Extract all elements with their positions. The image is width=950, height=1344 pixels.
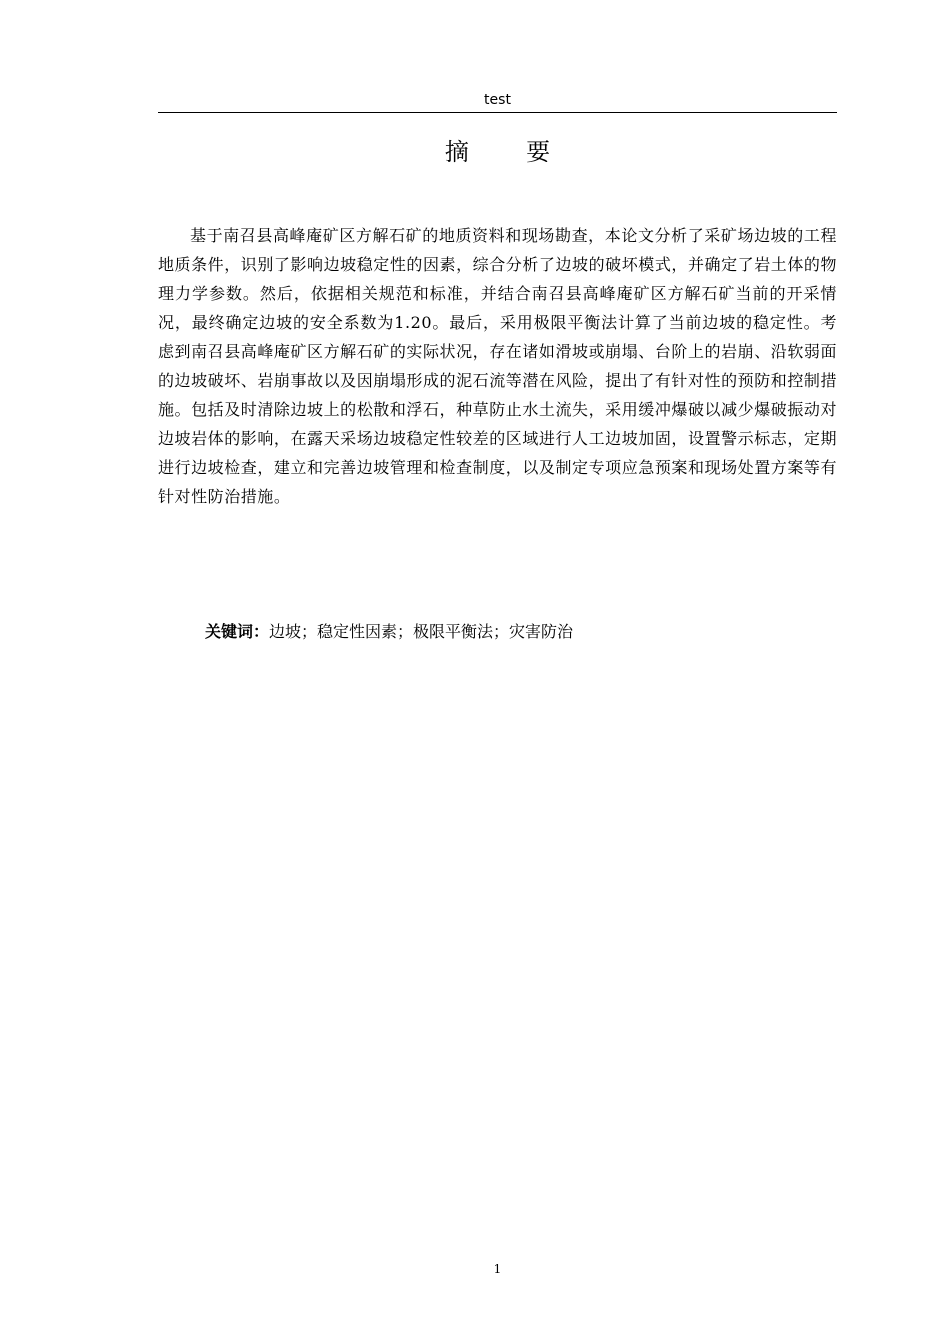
abstract-paragraph: 基于南召县高峰庵矿区方解石矿的地质资料和现场勘查，本论文分析了采矿场边坡的工程地质条件，识别了影响边坡稳定性的因素，综合分析了边坡的破坏模式，并确定了岩土体的物理力学参数。然后，依据相关规范和标准，并结合南召县高峰庵矿区方解石矿当前的开采情况，最终确定边坡的安全系数为1.20。最后，采用极限平衡法计算了当前边坡的稳定性。考虑到南召县高峰庵矿区方解石矿的实际状况，存在诸如滑坡或崩塌、台阶上的岩崩、沿软弱面的边坡破坏、岩崩事故以及因崩塌形成的泥石流等潜在风险，提出了有针对性的预防和控制措施。包括及时清除边坡上的松散和浮石，种草防止水土流失，采用缓冲爆破以减少爆破振动对边坡岩体的影响，在露天采场边坡稳定性较差的区域进行人工边坡加固，设置警示标志，定期进行边坡检查，建立和完善边坡管理和检查制度，以及制定专项应急预案和现场处置方案等有针对性防治措施。	[158, 226, 837, 506]
keywords-label: 关键词：	[205, 622, 270, 641]
keywords-value: 边坡；稳定性因素；极限平衡法；灾害防治	[269, 622, 574, 641]
header-divider	[158, 112, 837, 113]
keywords-line	[158, 617, 837, 646]
running-header: test	[484, 92, 511, 108]
page-number: 1	[493, 1262, 502, 1276]
abstract-title: 摘 要	[444, 138, 565, 166]
